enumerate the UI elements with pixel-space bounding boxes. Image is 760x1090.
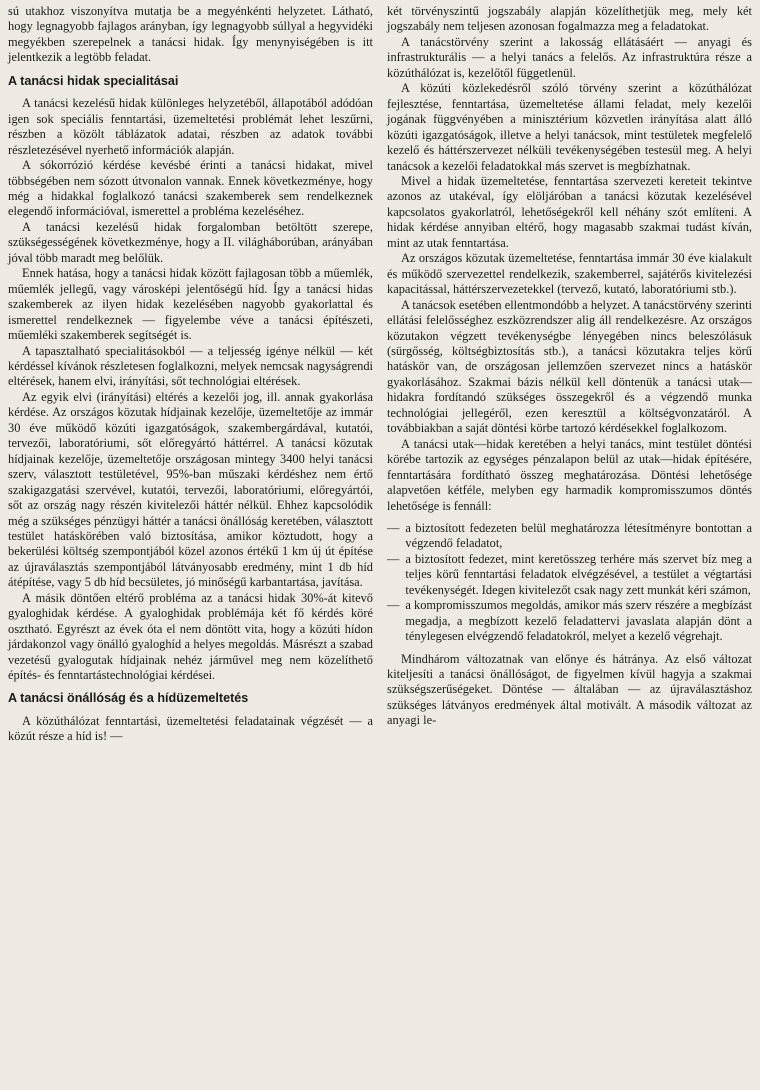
- list-item-text: a biztosított fedezeten belül meghatározza létesítményre bontottan a végzendő feladatot,: [405, 520, 752, 551]
- paragraph: A másik döntően eltérő probléma az a tanácsi hidak 30%-át kitevő gyaloghidak kérdése. A gyaloghidak problémája két fő kérdés köré osztható. Egyrészt az évek óta el nem döntött vita, hogy a közúti hídon járdakonzol vagy önálló gyaloghíd a helyes megoldás. Másrészt a szabad vezetésű gyalogutak hídjainak nehéz járművel meg nem közelíthető építés- és fenntartástechnológiai kérdései.: [8, 590, 373, 683]
- paragraph: Az egyik elvi (irányítási) eltérés a kezelői jog, ill. annak gyakorlása kérdése. Az országos közutak hídjainak kezelője, üzemeltetője az immár 30 éve működő közúti igazgatóságok, szakembergárdával, kutatói, tervezői, laboratóriumi, sőt előregyártó háttérrel. A tanácsi közutak hídjainak kezelője, üzemeltetője országosan mintegy 3400 helyi tanácsi szerv, választott testületével, 95%-ban műszaki kérdéshez nem értő szakigazgatási szervével, kutatói, tervezői, laboratóriumi, előregyártói, sőt az ország nagy részén kivitelezői háttér nélkül. Ehhez kapcsolódik még a szükséges pénzügyi háttér a tanácsi önállóság keretében, választott testület hatáskörében való biztosítása, amikor köztudott, hogy a bekerülési költség szempontjából közel azonos értékű 1 km új út építése az újraválasztás szempontjából látványosabb eredmény, mint 1 db híd átépítése, vagy 5 db híd becsületes, jó minőségű karbantartása, javítása.: [8, 389, 373, 590]
- spacer: [387, 645, 752, 652]
- section-heading: A tanácsi önállóság és a hídüzemeltetés: [8, 691, 249, 706]
- list-item: [387, 521, 752, 552]
- list-dash: —: [387, 598, 400, 613]
- list-dash: —: [387, 551, 400, 566]
- paragraph: A tanácstörvény szerint a lakosság ellátásáért — anyagi és infrastrukturális — a helyi tanács a felelős. Az infrastruktúra része a közúthálózat is, kezelőtől függetlenül.: [387, 34, 752, 80]
- paragraph: A tapasztalható specialitásokból — a teljesség igénye nélkül — két kérdéssel kívánok részletesen foglalkozni, melyek nemcsak nagyságrendi eltérések, hanem elvi, irányítási, sőt technológiai eltérések.: [8, 343, 373, 389]
- paragraph: sú utakhoz viszonyítva mutatja be a megyénkénti helyzetet. Látható, hogy legnagyobb fajlagos arányban, így legnagyobb súllyal a hegyvidéki megyékben szerepelnek a tanácsi hidak. Így menynyiségében is itt jelentkezik a legtöbb feladat.: [8, 4, 373, 65]
- paragraph: A tanácsi kezelésű hidak forgalomban betöltött szerepe, szükségességének következménye, hogy a II. világháborúban, arányában jóval több maradt meg belőlük.: [8, 219, 373, 265]
- paragraph: A tanácsi kezelésű hidak különleges helyzetéből, állapotából adódóan igen sok speciális fenntartási, üzemeltetési problémát lehet leszűrni, részben a közölt táblázatok adatai, részben az adatok további részletezésével nyerhető információk alapján.: [8, 96, 373, 157]
- paragraph: A tanácsok esetében ellentmondóbb a helyzet. A tanácstörvény szerinti ellátási felelősséghez eszközrendszer alig áll rendelkezésre. Az országos közutakon végzett tevékenységbe lényegében nincs beleszólásuk (sürgősség, költségbiztosítás stb.), a tanácsi közutakra teljes körű hatáskör van, de országosan jellemzően szervezet nincs a hatáskör gyakorlásához. Szakmai bázis nélkül kell döntenük a tanácsi utak—hidakra fordítandó szükséges összegekről és a végzendő munka technológiai jellegéről, ezen keresztül a költségvonzatáról. A továbbiakban a saját döntési körbe tartozó kérdésekkel foglalkozom.: [387, 297, 752, 436]
- list-item: [387, 552, 752, 598]
- paragraph: két törvényszintű jogszabály alapján közelíthetjük meg, mely két jogszabály nem teljesen azonosan fogalmazza meg a feladatokat.: [387, 4, 752, 34]
- paragraph: A közúti közlekedésről szóló törvény szerint a közúthálózat fejlesztése, fenntartása, üzemeltetése állami feladat, mely kezelői jogának függvényében a minisztérium közvetlen irányítása alatt álló közúti igazgatóságok, illetve a helyi tanácsok, mint testületek megfelelő kezelő és háttérszervezet nélküli tevékenységében testesül meg. A helyi tanácsok a kezelői feladatokkal más szervet is megbízhatnak.: [387, 81, 752, 173]
- paragraph: Ennek hatása, hogy a tanácsi hidak között fajlagosan több a műemlék, műemlék jellegű, vagy városképi jelentőségű híd. Így a tanácsi hidas szakemberek az ilyen hidak kezelésében nagyobb gyakorlattal és ismerettel rendelkeznek — figyelembe véve a tanácsi építészeti, műemléki szakemberek segítségét is.: [8, 266, 373, 343]
- paragraph: A közúthálózat fenntartási, üzemeltetési feladatainak végzését — a közút része a híd is! —: [8, 713, 373, 744]
- spacer: [387, 514, 752, 521]
- paragraph: A tanácsi utak—hidak keretében a helyi tanács, mint testület döntési körébe tartozik az egységes pénzalapon belül az utak—hidak építésére, fenntartására fordítható összeg meghatározása. Döntési lehetősége alapvetően kétféle, melyben egy harmadik kompromisszumos döntés lehetősége is fennáll:: [387, 436, 752, 513]
- paragraph: Mindhárom változatnak van előnye és hátránya. Az első változat kiteljesíti a tanácsi önállóságot, de figyelmen kívül hagyja a szakmai szükségszerűségeket. Döntése — általában — az újraválasztáshoz szükséges látványos eredmények által motivált. A második változat az anyagi le-: [387, 651, 752, 728]
- section-heading: A tanácsi hidak specialitásai: [8, 73, 179, 88]
- list-item: [387, 598, 752, 644]
- right-column: [387, 4, 752, 1090]
- list-item-text: a biztosított fedezet, mint keretösszeg terhére más szervet bíz meg a teljes körű fenntartási feladatok elvégzésével, a testület a végtartási tevékenységét. Idegen kivitelezőt csak nagy zett munkát kéri számon,: [405, 551, 752, 597]
- paragraph: Az országos közutak üzemeltetése, fenntartása immár 30 éve kialakult és működő szervezettel rendelkezik, szakemberrel, sajátérős kivitelezési kapacitással, háttérszervezetekkel (tervező, kutató, laboratóriumi stb.).: [387, 251, 752, 297]
- paragraph: Mivel a hidak üzemeltetése, fenntartása szervezeti kereteit tekintve azonos az utakéval, így elöljáróban a tanácsi közutak kezelésével kapcsolatos gyakorlatról, lehetőségekről kell néhány szót említeni. A hidak kérdése annyiban eltérő, hogy magasabb szakmai tudást kíván, mint az utak fenntartása.: [387, 173, 752, 250]
- list-dash: —: [387, 520, 400, 535]
- left-column: [8, 4, 373, 1090]
- list-item-text: a kompromisszumos megoldás, amikor más szerv részére a megbízást megadja, a megbízott kezelő feladattervi javaslata alapján dönt a ténylegesen elvégzendő feladatokról, melyet a kezelő végrehajt.: [405, 598, 752, 644]
- paragraph: A sókorrózió kérdése kevésbé érinti a tanácsi hidakat, mivel többségében nem sózott útvonalon vannak. Ennek következménye, hogy még a hidakkal foglalkozó tanácsi szakemberek sem rendelkeznek elegendő információval, ismerettel a probléma kezeléséhez.: [8, 158, 373, 219]
